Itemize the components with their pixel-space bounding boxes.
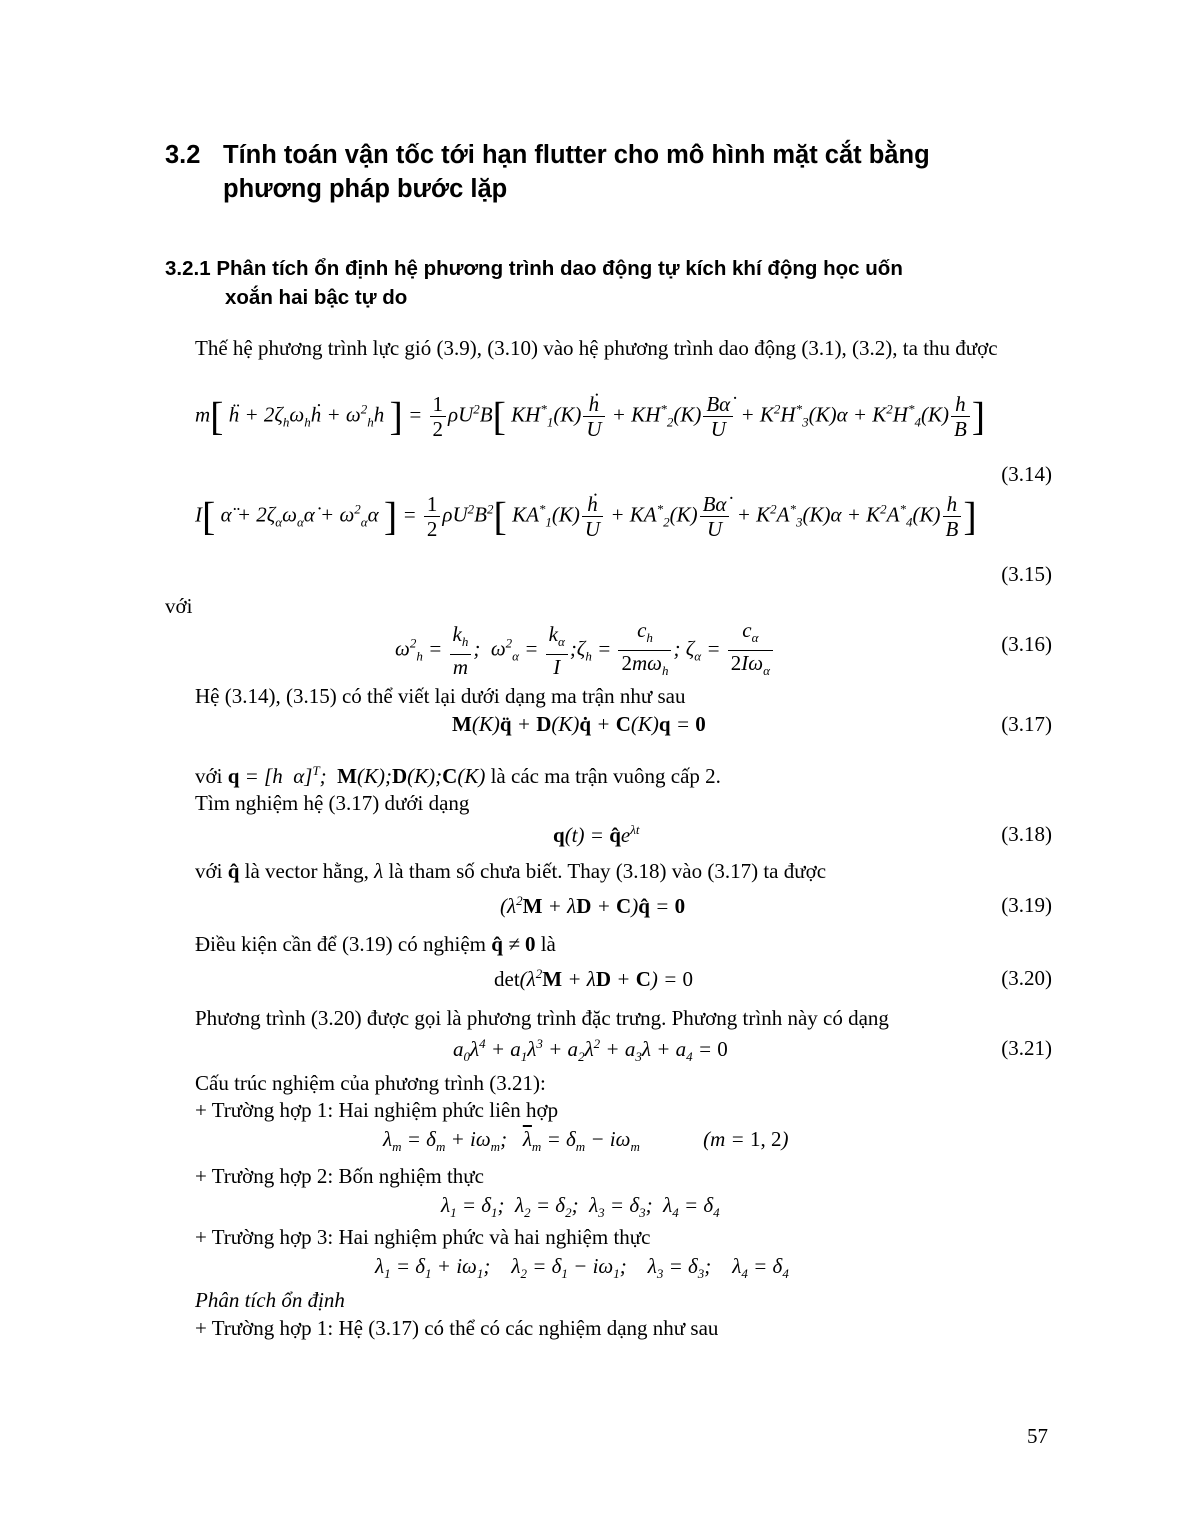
eq-number-3-19: (3.19) [1001,893,1052,917]
case1-equation: $\lambda_m = \delta_m + i\omega_m$; $\overline{\lambda}_m = \delta_m - i\omega_m$ (m = 1, 2) [383,1127,789,1155]
vector-const-suffix: là tham số chưa biết. Thay (3.18) vào (3.17) ta được [388,859,827,883]
vector-const-prefix: với [195,859,223,883]
equation-3-15: I[ α̈ + $2\zeta_\alpha\omega_\alpha\alphȧ + \omega^2_\alpha\alpha$ ] = $\frac{1}{2}$ $\rho U^2B^2$[ $KA^*_1(K)$ $\frac{\text{ḣ}}{U}$ + $KA^*_2(K)$ $\frac{B\alphȧ}{U}$ + $K^2A^*_3(K)\alpha + K^2A^*_4(K)$ $\frac{h}{B}$ ] [195,492,977,541]
equation-3-21: $a_0\lambda^4 + a_1\lambda^3 + a_2\lambda^2 + a_3\lambda + a_4 = 0$ [453,1036,728,1065]
eq-number-3-15: (3.15) [1001,562,1052,586]
eq-number-3-14: (3.14) [1001,462,1052,486]
q-def-prefix: với [195,764,223,788]
eq-number-3-20: (3.20) [1001,966,1052,990]
subsection-heading [165,254,1055,312]
intro-paragraph: Thế hệ phương trình lực gió (3.9), (3.10) vào hệ phương trình dao động (3.1), (3.2), ta thu được [195,336,998,360]
eq-number-3-18: (3.18) [1001,822,1052,846]
page-number: 57 [1027,1424,1048,1448]
stability-case1-text: + Trường hợp 1: Hệ (3.17) có thể có các nghiệm dạng như sau [195,1316,719,1340]
condition-prefix: Điều kiện cần để (3.19) có nghiệm [195,932,486,956]
q-hat-nonzero: q̂ ≠ 0 [491,932,536,956]
structure-text: Cấu trúc nghiệm của phương trình (3.21): [195,1071,546,1095]
section-title-line2: phương pháp bước lặp [223,175,508,203]
condition-line [195,930,556,958]
q-def-math: q = [h α]$^T$; M(K);D(K);C(K) [227,763,486,788]
case2-text: + Trường hợp 2: Bốn nghiệm thực [195,1164,485,1188]
subsection-title-line2: xoắn hai bậc tự do [225,286,408,309]
q-hat-symbol: q̂ [227,859,240,883]
matrix-intro: Hệ (3.14), (3.15) có thể viết lại dưới dạng ma trận như sau [195,684,686,708]
stability-heading: Phân tích ổn định [195,1288,345,1312]
equation-3-20: $\det(\lambda^2M + \lambda D + C) = 0$ [494,966,694,991]
voi-label: với [165,594,193,618]
equation-3-14: m[ ḧ + $2\zeta_h\omega_hḣ + \omega^2_hh$ ] = $\frac{1}{2}$ $\rho U^2B$[ $KH^*_1(K)$ $\frac{\text{ḣ}}{U}$ + $KH^*_2(K)$ $\frac{B\alphȧ}{U}$ + $K^2H^*_3(K)\alpha + K^2H^*_4(K)$ $\frac{h}{B}$ ] [195,392,986,441]
q-def-suffix: là các ma trận vuông cấp 2. [490,764,721,788]
section-number: 3.2 [165,141,201,169]
equation-3-17: M(K)q̈ + D(K)q̇ + C(K)q = 0 [452,712,706,736]
vector-const-line [195,857,826,885]
subsection-number: 3.2.1 [165,257,211,280]
vector-const-mid: là vector hằng, [244,859,369,883]
q-definition-line [195,757,721,790]
section-heading [165,138,1055,206]
equation-3-16: $\omega^2_h$ = $\frac{k_h}{m}$ ; $\omega^2_\alpha$ = $\frac{k_\alpha}{I}$ $;\zeta_h$ = $\frac{c_h}{2m\omega_h}$ ; $\zeta_\alpha$ = $\frac{c_\alpha}{2I\omega_\alpha}$ [395,618,775,683]
equation-3-19: ($\lambda^2M + \lambda D$ + C)q̂ = 0 [500,893,686,918]
case1-text: + Trường hợp 1: Hai nghiệm phức liên hợp [195,1098,559,1122]
case3-equation: $\lambda_1 = \delta_1 + i\omega_1$; $\lambda_2 = \delta_1 - i\omega_1$; $\lambda_3 = \delta_3$; $\lambda_4 = \delta_4$ [375,1254,789,1282]
find-solution-text: Tìm nghiệm hệ (3.17) dưới dạng [195,791,470,815]
case3-text: + Trường hợp 3: Hai nghiệm phức và hai nghiệm thực [195,1225,651,1249]
char-eq-text: Phương trình (3.20) được gọi là phương trình đặc trưng. Phương trình này có dạng [195,1006,889,1030]
subsection-title-line1: Phân tích ổn định hệ phương trình dao động tự kích khí động học uốn [216,257,903,280]
case2-equation: $\lambda_1 = \delta_1$; $\lambda_2 = \delta_2$; $\lambda_3 = \delta_3$; $\lambda_4 = \delta_4$ [441,1193,720,1221]
equation-3-18: $q(t) = q̂e^{\lambda t}$ [553,822,640,847]
eq-number-3-16: (3.16) [1001,632,1052,656]
eq-number-3-17: (3.17) [1001,712,1052,736]
section-title-line1: Tính toán vận tốc tới hạn flutter cho mô hình mặt cắt bằng [223,141,930,169]
eq-number-3-21: (3.21) [1001,1036,1052,1060]
lambda-symbol: λ [374,859,384,883]
condition-suffix: là [540,932,556,956]
